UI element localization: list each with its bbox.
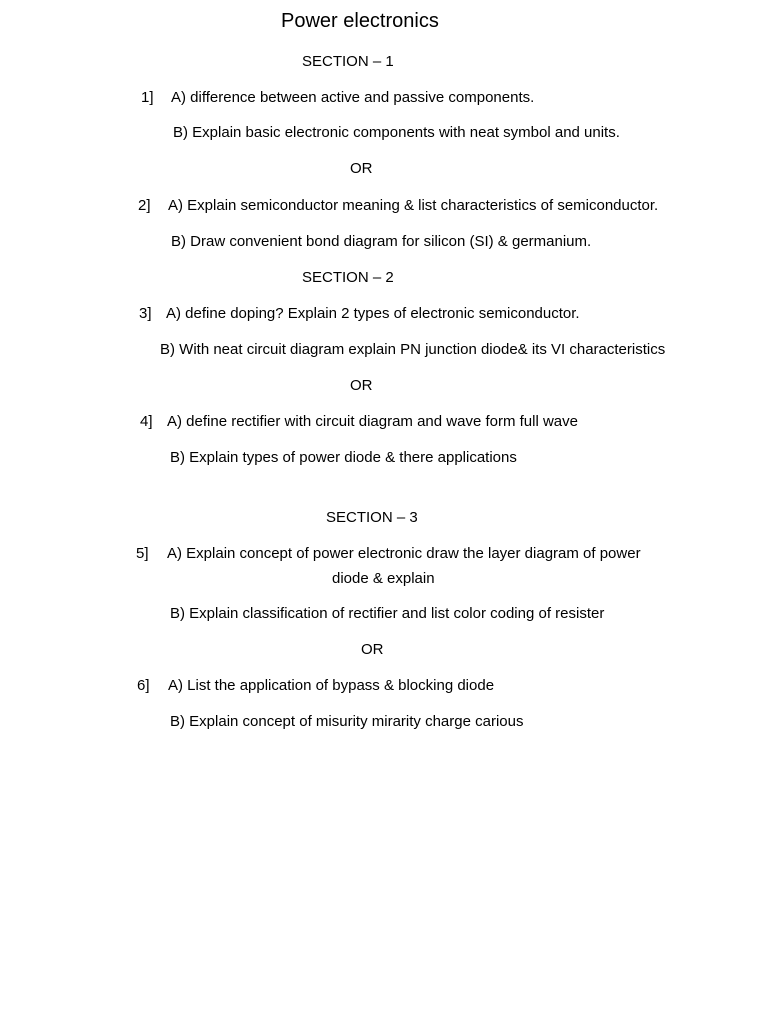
page-title: Power electronics [281,10,439,32]
question-part-a-continued: diode & explain [332,570,435,587]
question-number: 5] [136,545,149,562]
or-separator: OR [350,377,373,394]
question-part-a: A) Explain semiconductor meaning & list characteristics of semiconductor. [168,197,659,214]
question-number: 2] [138,197,151,214]
section-heading: SECTION – 1 [302,53,394,70]
question-part-b: B) Explain classification of rectifier and list color coding of resister [170,605,605,622]
or-separator: OR [361,641,384,658]
question-part-b: B) Explain basic electronic components with neat symbol and units. [173,124,620,141]
question-number: 4] [140,413,153,430]
section-heading: SECTION – 2 [302,269,394,286]
question-part-a: A) define rectifier with circuit diagram and wave form full wave [167,413,578,430]
question-part-b: B) Explain concept of misurity mirarity charge carious [170,713,524,730]
or-separator: OR [350,160,373,177]
question-part-b: B) Explain types of power diode & there applications [170,449,517,466]
question-part-b: B) Draw convenient bond diagram for silicon (SI) & germanium. [171,233,592,250]
question-number: 1] [141,89,154,106]
question-number: 6] [137,677,150,694]
question-part-b: B) With neat circuit diagram explain PN junction diode& its VI characteristics [160,341,666,358]
question-part-a: A) difference between active and passive components. [171,89,535,106]
question-number: 3] [139,305,152,322]
question-part-a: A) define doping? Explain 2 types of electronic semiconductor. [166,305,580,322]
section-heading: SECTION – 3 [326,509,418,526]
question-part-a: A) Explain concept of power electronic draw the layer diagram of power [167,545,641,562]
question-part-a: A) List the application of bypass & blocking diode [168,677,495,694]
